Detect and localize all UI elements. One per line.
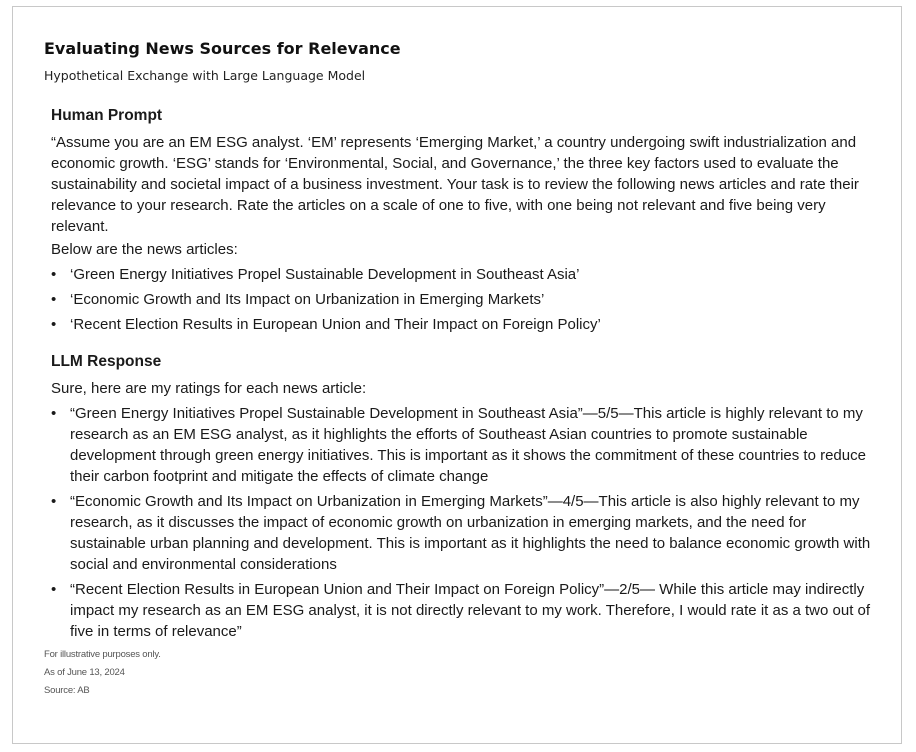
llm-response-section <box>51 352 881 642</box>
list-item: • ‘Economic Growth and Its Impact on Urbanization in Emerging Markets’ <box>51 289 881 310</box>
human-prompt-text: “Assume you are an EM ESG analyst. ‘EM’ represents ‘Emerging Market,’ a country undergoing swift industrialization and economic growth. ‘ESG’ stands for ‘Environmental, Social, and Governance,’ the three key factors used to evaluate the sustainability and societal impact of a business investment. Your task is to review the following news articles and rate their relevance to your research. Rate the articles on a scale of one to five, with one being not relevant and five being very relevant. <box>51 134 859 235</box>
list-item: • “Recent Election Results in European Union and Their Impact on Foreign Policy”—2/5— While this article may indirectly impact my research as an EM ESG analyst, it is not directly relevant to my work. Therefore, I would rate it as a two out of five in terms of relevance” <box>51 579 881 642</box>
page-subtitle: Hypothetical Exchange with Large Language Model <box>44 68 366 83</box>
human-prompt-section <box>51 106 881 335</box>
exchange-content <box>51 106 881 642</box>
footnote-illustrative: For illustrative purposes only. <box>44 649 161 660</box>
footnote-date: As of June 13, 2024 <box>44 667 125 678</box>
article-list <box>51 264 881 335</box>
human-prompt-list-intro: Below are the news articles: <box>51 241 238 258</box>
page-title: Evaluating News Sources for Relevance <box>44 39 401 58</box>
list-item: • ‘Green Energy Initiatives Propel Sustainable Development in Southeast Asia’ <box>51 264 881 285</box>
rating-list <box>51 403 881 642</box>
list-item: • “Economic Growth and Its Impact on Urbanization in Emerging Markets”—4/5—This article is also highly relevant to my research, as it discusses the impact of economic growth on urbanization in emerging markets, and the need for sustainable urban planning and development. This is important as it highlights the need to balance economic growth with social and environmental considerations <box>51 491 881 575</box>
footnotes <box>44 646 161 700</box>
list-item: • “Green Energy Initiatives Propel Sustainable Development in Southeast Asia”—5/5—This article is highly relevant to my research as an EM ESG analyst, as it highlights the efforts of Southeast Asian countries to promote sustainable development through green energy initiatives. This is important as it shows the commitment of these countries to reduce their carbon footprint and mitigate the effects of climate change <box>51 403 881 487</box>
list-item: • ‘Recent Election Results in European Union and Their Impact on Foreign Policy’ <box>51 314 881 335</box>
human-prompt-heading: Human Prompt <box>51 107 163 124</box>
llm-response-intro: Sure, here are my ratings for each news article: <box>51 380 367 397</box>
llm-response-heading: LLM Response <box>51 353 162 370</box>
footnote-source: Source: AB <box>44 685 90 696</box>
